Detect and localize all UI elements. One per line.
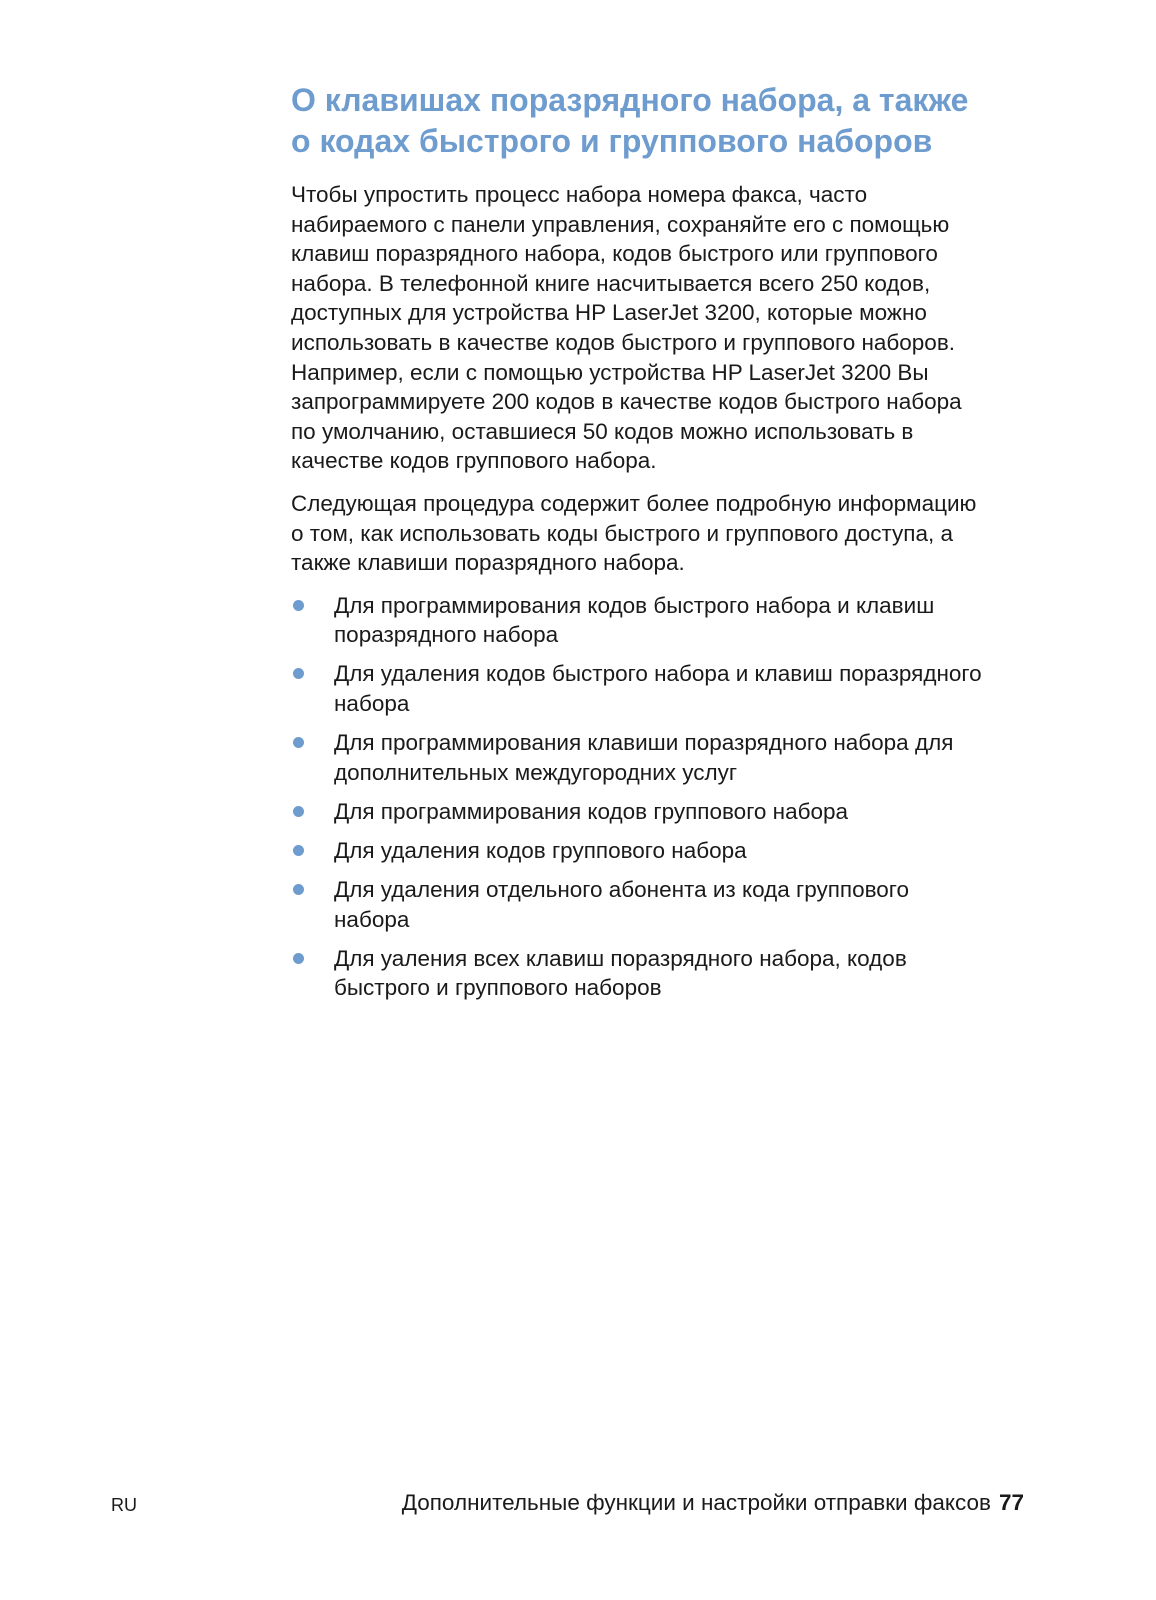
bullet-icon xyxy=(293,953,304,964)
list-item-line: набора xyxy=(334,691,410,716)
bullet-icon xyxy=(293,884,304,895)
bullet-icon xyxy=(293,600,304,611)
list-item-line: быстрого и группового наборов xyxy=(334,975,662,1001)
bullet-icon xyxy=(293,737,304,748)
list-item-line: Для уаления всех клавиш поразрядного набора, кодов xyxy=(334,945,907,971)
page-title xyxy=(291,80,1051,162)
list-item-line: Для удаления кодов группового набора xyxy=(334,837,747,863)
bullet-icon xyxy=(293,668,304,679)
paragraph-line: качестве кодов группового набора. xyxy=(291,448,657,474)
page-title-line: о кодах быстрого и группового наборов xyxy=(291,123,933,159)
list-item-line: Для удаления отдельного абонента из кода группового xyxy=(334,876,910,902)
paragraph-line: набора. В телефонной книге насчитывается всего 250 кодов, xyxy=(291,270,931,296)
bullet-icon xyxy=(293,806,304,817)
list-item-line: Для программирования клавиши поразрядного набора для xyxy=(334,730,954,756)
list-item xyxy=(291,797,1051,827)
list-item-line: Для программирования кодов группового набора xyxy=(334,798,849,824)
procedure-list xyxy=(291,591,1051,1003)
paragraph-line: Следующая процедура содержит более подробную информацию xyxy=(291,490,977,516)
list-item xyxy=(291,836,1051,866)
list-item xyxy=(291,591,1051,650)
main-content xyxy=(291,80,1051,1012)
list-item-line: Для удаления кодов быстрого набора и клавиш поразрядного xyxy=(334,661,982,687)
bullet-icon xyxy=(293,845,304,856)
paragraph-line: использовать в качестве кодов быстрого и группового наборов. xyxy=(291,329,956,355)
page-footer xyxy=(402,1488,1024,1518)
list-item-line: дополнительных междугородних услуг xyxy=(334,759,738,785)
paragraph-line: также клавиши поразрядного набора. xyxy=(291,550,685,576)
paragraph-line: о том, как использовать коды быстрого и группового доступа, а xyxy=(291,520,954,546)
paragraph-line: набираемого с панели управления, сохраняйте его с помощью xyxy=(291,211,950,237)
paragraph-line: доступных для устройства HP LaserJet 3200, которые можно xyxy=(291,300,927,326)
procedure-paragraph xyxy=(291,489,1051,578)
paragraph-line: Чтобы упростить процесс набора номера факса, часто xyxy=(291,182,868,207)
paragraph-line: по умолчанию, оставшиеся 50 кодов можно использовать в xyxy=(291,418,914,444)
footer-language-code: RU xyxy=(111,1495,137,1515)
list-item-line: набора xyxy=(334,906,410,932)
paragraph-line: клавиш поразрядного набора, кодов быстрого или группового xyxy=(291,241,938,267)
list-item xyxy=(291,659,1051,718)
intro-paragraph xyxy=(291,180,1051,476)
list-item xyxy=(291,875,1051,934)
footer-section-title: Дополнительные функции и настройки отправки факсов xyxy=(401,1490,991,1515)
list-item xyxy=(291,944,1051,1003)
paragraph-line: Например, если с помощью устройства HP LaserJet 3200 Вы xyxy=(291,359,929,385)
list-item xyxy=(291,728,1051,787)
page-number: 77 xyxy=(998,1490,1024,1515)
list-item-line: Для программирования кодов быстрого набора и клавиш xyxy=(334,592,935,618)
list-item-line: поразрядного набора xyxy=(334,622,559,648)
paragraph-line: запрограммируете 200 кодов в качестве кодов быстрого набора xyxy=(291,389,962,415)
page-title-line: О клавишах поразрядного набора, а также xyxy=(291,82,969,118)
